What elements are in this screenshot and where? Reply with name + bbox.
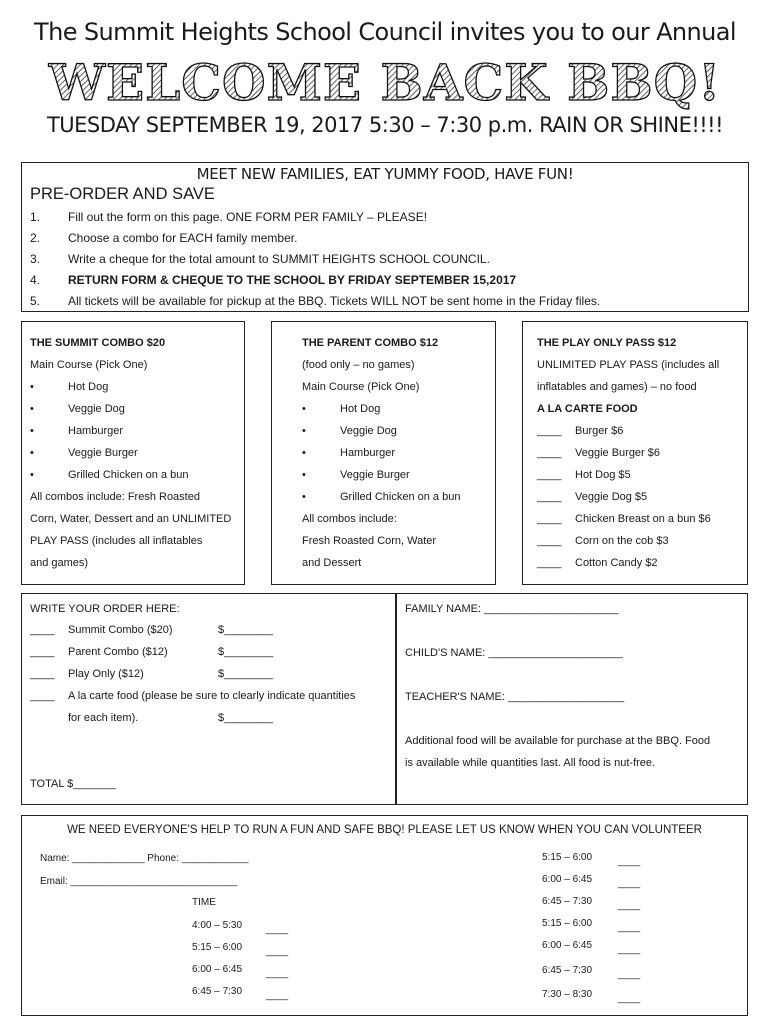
volunteer-time-slot: 6:00 – 6:45 bbox=[192, 964, 243, 975]
teacher-name-field[interactable]: TEACHER'S NAME: ___________________ bbox=[405, 691, 625, 703]
order-amount-blank[interactable]: $________ bbox=[218, 712, 274, 724]
volunteer-slot-blank[interactable]: ____ bbox=[618, 969, 641, 980]
menu-option: Veggie Dog bbox=[340, 425, 397, 437]
menu-option: Veggie Burger bbox=[340, 469, 410, 481]
order-item: A la carte food (please be sure to clearly indicate quantities bbox=[68, 690, 356, 702]
menu-option: Veggie Burger bbox=[68, 447, 138, 459]
volunteer-time-slot: 5:15 – 6:00 bbox=[542, 852, 593, 863]
quantity-blank[interactable]: ____ bbox=[537, 535, 562, 547]
menu-option: Hot Dog bbox=[340, 403, 381, 415]
step-text: Fill out the form on this page. ONE FORM PER FAMILY – PLEASE! bbox=[68, 210, 428, 224]
volunteer-name-phone[interactable]: Name: _____________ Phone: ____________ bbox=[40, 853, 249, 864]
combo-text: Main Course (Pick One) bbox=[302, 381, 420, 393]
bullet-glyph: • bbox=[302, 491, 306, 503]
a-la-carte-item: Veggie Dog $5 bbox=[575, 491, 648, 503]
combo-text: UNLIMITED PLAY PASS (includes all bbox=[537, 359, 720, 371]
bullet-glyph: • bbox=[30, 403, 34, 415]
combo-text: A LA CARTE FOOD bbox=[537, 403, 638, 415]
volunteer-title: WE NEED EVERYONE'S HELP TO RUN A FUN AND SAFE BBQ! PLEASE LET US KNOW WHEN YOU CAN VOLUNTEER bbox=[67, 824, 702, 836]
step-text: All tickets will be available for pickup at the BBQ. Tickets WILL NOT be sent home in the Friday files. bbox=[68, 294, 601, 308]
combo-text: Main Course (Pick One) bbox=[30, 359, 148, 371]
bullet-glyph: • bbox=[30, 469, 34, 481]
summit-combo-box bbox=[21, 321, 245, 585]
a-la-carte-item: Burger $6 bbox=[575, 425, 624, 437]
volunteer-time-slot: 6:45 – 7:30 bbox=[542, 896, 593, 907]
volunteer-time-slot: 7:30 – 8:30 bbox=[542, 989, 593, 1000]
quantity-blank[interactable]: ____ bbox=[537, 513, 562, 525]
combo-text: (food only – no games) bbox=[302, 359, 415, 371]
menu-option: Hamburger bbox=[68, 425, 124, 437]
quantity-blank[interactable]: ____ bbox=[537, 425, 562, 437]
combo-text: All combos include: Fresh Roasted bbox=[30, 491, 200, 503]
menu-option: Hamburger bbox=[340, 447, 396, 459]
combo-text: All combos include: bbox=[302, 513, 397, 525]
order-amount-blank[interactable]: $________ bbox=[218, 646, 274, 658]
event-date-line: TUESDAY SEPTEMBER 19, 2017 5:30 – 7:30 p.m. RAIN OR SHINE!!!! bbox=[46, 113, 724, 137]
order-amount-blank[interactable]: $________ bbox=[218, 624, 274, 636]
volunteer-time-slot: 6:45 – 7:30 bbox=[192, 986, 243, 997]
a-la-carte-item: Cotton Candy $2 bbox=[575, 557, 658, 569]
banner-text: WELCOME BACK BBQ! bbox=[48, 54, 722, 110]
bullet-glyph: • bbox=[302, 447, 306, 459]
step-number: 1. bbox=[30, 210, 41, 224]
volunteer-slot-blank[interactable]: ____ bbox=[618, 944, 641, 955]
step-number: 3. bbox=[30, 252, 41, 266]
quantity-blank[interactable]: ____ bbox=[537, 469, 562, 481]
combo-text: inflatables and games) – no food bbox=[537, 381, 697, 393]
bullet-glyph: • bbox=[302, 403, 306, 415]
volunteer-slot-blank[interactable]: ____ bbox=[618, 993, 641, 1004]
family-info-box bbox=[396, 593, 748, 805]
volunteer-time-slot: 5:15 – 6:00 bbox=[192, 942, 243, 953]
pre-order-title: PRE-ORDER AND SAVE bbox=[30, 185, 215, 203]
volunteer-slot-blank[interactable]: ____ bbox=[618, 922, 641, 933]
bullet-glyph: • bbox=[30, 425, 34, 437]
menu-option: Hot Dog bbox=[68, 381, 109, 393]
additional-food-note-1: Additional food will be available for purchase at the BBQ. Food bbox=[405, 735, 711, 747]
order-title: WRITE YOUR ORDER HERE: bbox=[30, 603, 180, 615]
combo-text: Corn, Water, Dessert and an UNLIMITED bbox=[30, 513, 232, 525]
order-quantity-blank[interactable]: ____ bbox=[30, 690, 55, 702]
volunteer-time-slot: 6:00 – 6:45 bbox=[542, 940, 593, 951]
volunteer-box bbox=[21, 815, 748, 1016]
a-la-carte-item: Hot Dog $5 bbox=[575, 469, 631, 481]
step-number: 4. bbox=[30, 273, 41, 287]
volunteer-time-slot: 6:00 – 6:45 bbox=[542, 874, 593, 885]
parent-combo-title: THE PARENT COMBO $12 bbox=[302, 337, 439, 349]
a-la-carte-item: Chicken Breast on a bun $6 bbox=[575, 513, 711, 525]
volunteer-slot-blank[interactable]: ____ bbox=[266, 990, 289, 1001]
bullet-glyph: • bbox=[302, 425, 306, 437]
volunteer-slot-blank[interactable]: ____ bbox=[266, 924, 289, 935]
menu-option: Veggie Dog bbox=[68, 403, 125, 415]
volunteer-slot-blank[interactable]: ____ bbox=[266, 946, 289, 957]
order-item: Play Only ($12) bbox=[68, 668, 144, 680]
combo-text: and games) bbox=[30, 557, 89, 569]
combo-text: PLAY PASS (includes all inflatables bbox=[30, 535, 203, 547]
menu-option: Grilled Chicken on a bun bbox=[68, 469, 189, 481]
volunteer-slot-blank[interactable]: ____ bbox=[618, 856, 641, 867]
order-item: Parent Combo ($12) bbox=[68, 646, 168, 658]
a-la-carte-item: Corn on the cob $3 bbox=[575, 535, 669, 547]
play-pass-box bbox=[522, 321, 748, 585]
banner-svg bbox=[0, 54, 770, 110]
step-number: 5. bbox=[30, 294, 41, 308]
order-total[interactable]: TOTAL $_______ bbox=[30, 778, 117, 790]
order-amount-blank[interactable]: $________ bbox=[218, 668, 274, 680]
parent-combo-box bbox=[271, 321, 496, 585]
step-number: 2. bbox=[30, 231, 41, 245]
quantity-blank[interactable]: ____ bbox=[537, 491, 562, 503]
bullet-glyph: • bbox=[30, 447, 34, 459]
summit-combo-title: THE SUMMIT COMBO $20 bbox=[30, 337, 166, 349]
volunteer-slot-blank[interactable]: ____ bbox=[266, 968, 289, 979]
step-text: Choose a combo for EACH family member. bbox=[68, 231, 298, 245]
intro-subtitle: MEET NEW FAMILIES, EAT YUMMY FOOD, HAVE FUN! bbox=[196, 165, 574, 183]
additional-food-note-2: is available while quantities last. All food is nut-free. bbox=[405, 757, 656, 769]
volunteer-slot-blank[interactable]: ____ bbox=[618, 878, 641, 889]
bullet-glyph: • bbox=[30, 381, 34, 393]
bullet-glyph: • bbox=[302, 469, 306, 481]
order-box bbox=[21, 593, 396, 805]
combo-text: Fresh Roasted Corn, Water bbox=[302, 535, 437, 547]
combo-text: and Dessert bbox=[302, 557, 362, 569]
quantity-blank[interactable]: ____ bbox=[537, 447, 562, 459]
quantity-blank[interactable]: ____ bbox=[537, 557, 562, 569]
a-la-carte-item: Veggie Burger $6 bbox=[575, 447, 661, 459]
order-item-continued: for each item). bbox=[68, 712, 139, 724]
volunteer-time-slot: 6:45 – 7:30 bbox=[542, 965, 593, 976]
family-name-field[interactable]: FAMILY NAME: ______________________ bbox=[405, 603, 619, 615]
banner-title bbox=[0, 54, 770, 115]
order-quantity-blank[interactable]: ____ bbox=[30, 668, 55, 680]
volunteer-time-slot: 4:00 – 5:30 bbox=[192, 920, 243, 931]
order-item: Summit Combo ($20) bbox=[68, 624, 173, 636]
header-invite-line: The Summit Heights School Council invites you to our Annual bbox=[34, 18, 736, 46]
order-quantity-blank[interactable]: ____ bbox=[30, 624, 55, 636]
step-text: RETURN FORM & CHEQUE TO THE SCHOOL BY FRIDAY SEPTEMBER 15,2017 bbox=[68, 273, 517, 287]
child-name-field[interactable]: CHILD'S NAME: ______________________ bbox=[405, 647, 623, 659]
pre-order-box bbox=[21, 162, 749, 312]
menu-option: Grilled Chicken on a bun bbox=[340, 491, 461, 503]
time-label: TIME bbox=[192, 897, 216, 908]
play-pass-title: THE PLAY ONLY PASS $12 bbox=[537, 337, 677, 349]
volunteer-slot-blank[interactable]: ____ bbox=[618, 900, 641, 911]
volunteer-email[interactable]: Email: ______________________________ bbox=[40, 876, 238, 887]
step-text: Write a cheque for the total amount to SUMMIT HEIGHTS SCHOOL COUNCIL. bbox=[68, 252, 490, 266]
volunteer-time-slot: 5:15 – 6:00 bbox=[542, 918, 593, 929]
order-quantity-blank[interactable]: ____ bbox=[30, 646, 55, 658]
